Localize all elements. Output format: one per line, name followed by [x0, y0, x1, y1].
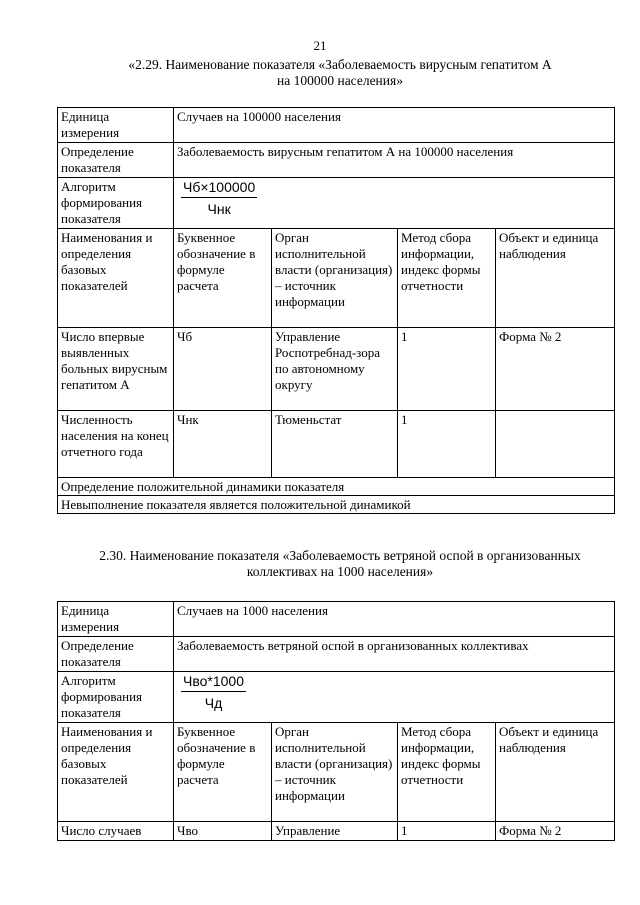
- section-2-29-heading: [60, 57, 620, 89]
- row-symbol: Чнк: [174, 411, 272, 478]
- heading-line-1: «2.29. Наименование показателя «Заболеваемость вирусным гепатитом А: [128, 57, 552, 72]
- row-object: Форма № 2: [496, 328, 615, 411]
- header-object: Объект и единица наблюдения: [496, 229, 615, 328]
- algorithm-row: [58, 672, 615, 723]
- unit-value: Случаев на 100000 населения: [174, 108, 615, 143]
- table-row: [58, 411, 615, 478]
- header-row: [58, 229, 615, 328]
- header-base-indicators: Наименования и определения базовых показателей: [58, 723, 174, 822]
- indicator-table-2-30: [57, 601, 615, 841]
- row-method: 1: [398, 822, 496, 841]
- table-row: [58, 822, 615, 841]
- heading-line-2: на 100000 населения»: [277, 73, 403, 88]
- definition-label: Определение показателя: [58, 143, 174, 178]
- formula-denominator: Чнк: [207, 201, 231, 217]
- header-letter-designation: Буквенное обозначение в формуле расчета: [174, 723, 272, 822]
- row-symbol: Чб: [174, 328, 272, 411]
- unit-label: Единица измерения: [58, 108, 174, 143]
- dynamics-value-row: [58, 496, 615, 514]
- header-method: Метод сбора информации, индекс формы отчетности: [398, 723, 496, 822]
- heading-line-2: коллективах на 1000 населения»: [246, 564, 434, 579]
- formula-cell: [174, 672, 615, 723]
- definition-row: [58, 143, 615, 178]
- formula: [181, 179, 257, 217]
- row-indicator: Число впервые выявленных больных вирусным гепатитом А: [58, 328, 174, 411]
- page-number: 21: [313, 38, 327, 53]
- unit-row: [58, 108, 615, 143]
- header-row: [58, 723, 615, 822]
- unit-row: [58, 602, 615, 637]
- formula-numerator: Чво*1000: [181, 673, 246, 692]
- dynamics-value: Невыполнение показателя является положительной динамикой: [58, 496, 615, 514]
- unit-label: Единица измерения: [58, 602, 174, 637]
- heading-line-1: 2.30. Наименование показателя «Заболеваемость ветряной оспой в организованных: [99, 548, 581, 563]
- indicator-table-2-29: [57, 107, 615, 514]
- row-method: 1: [398, 328, 496, 411]
- formula-numerator: Чб×100000: [181, 179, 257, 198]
- header-base-indicators: Наименования и определения базовых показателей: [58, 229, 174, 328]
- formula-cell: [174, 178, 615, 229]
- unit-value: Случаев на 1000 населения: [174, 602, 615, 637]
- dynamics-definition: Определение положительной динамики показателя: [58, 478, 615, 496]
- algorithm-row: [58, 178, 615, 229]
- formula: [181, 673, 246, 711]
- row-object: [496, 411, 615, 478]
- definition-value: Заболеваемость вирусным гепатитом А на 100000 населения: [174, 143, 615, 178]
- header-authority: Орган исполнительной власти (организация) – источник информации: [272, 229, 398, 328]
- dynamics-definition-row: [58, 478, 615, 496]
- row-method: 1: [398, 411, 496, 478]
- header-object: Объект и единица наблюдения: [496, 723, 615, 822]
- section-2-30-heading: [60, 548, 620, 580]
- header-letter-designation: Буквенное обозначение в формуле расчета: [174, 229, 272, 328]
- table-row: [58, 328, 615, 411]
- row-symbol: Чво: [174, 822, 272, 841]
- header-method: Метод сбора информации, индекс формы отчетности: [398, 229, 496, 328]
- row-object: Форма № 2: [496, 822, 615, 841]
- definition-value: Заболеваемость ветряной оспой в организованных коллективах: [174, 637, 615, 672]
- row-authority: Управление: [272, 822, 398, 841]
- row-indicator: Численность населения на конец отчетного года: [58, 411, 174, 478]
- header-authority: Орган исполнительной власти (организация) – источник информации: [272, 723, 398, 822]
- row-authority: Управление Роспотребнад-зора по автономному округу: [272, 328, 398, 411]
- row-authority: Тюменьстат: [272, 411, 398, 478]
- formula-denominator: Чд: [204, 695, 223, 711]
- definition-row: [58, 637, 615, 672]
- definition-label: Определение показателя: [58, 637, 174, 672]
- algorithm-label: Алгоритм формирования показателя: [58, 672, 174, 723]
- row-indicator: Число случаев: [58, 822, 174, 841]
- algorithm-label: Алгоритм формирования показателя: [58, 178, 174, 229]
